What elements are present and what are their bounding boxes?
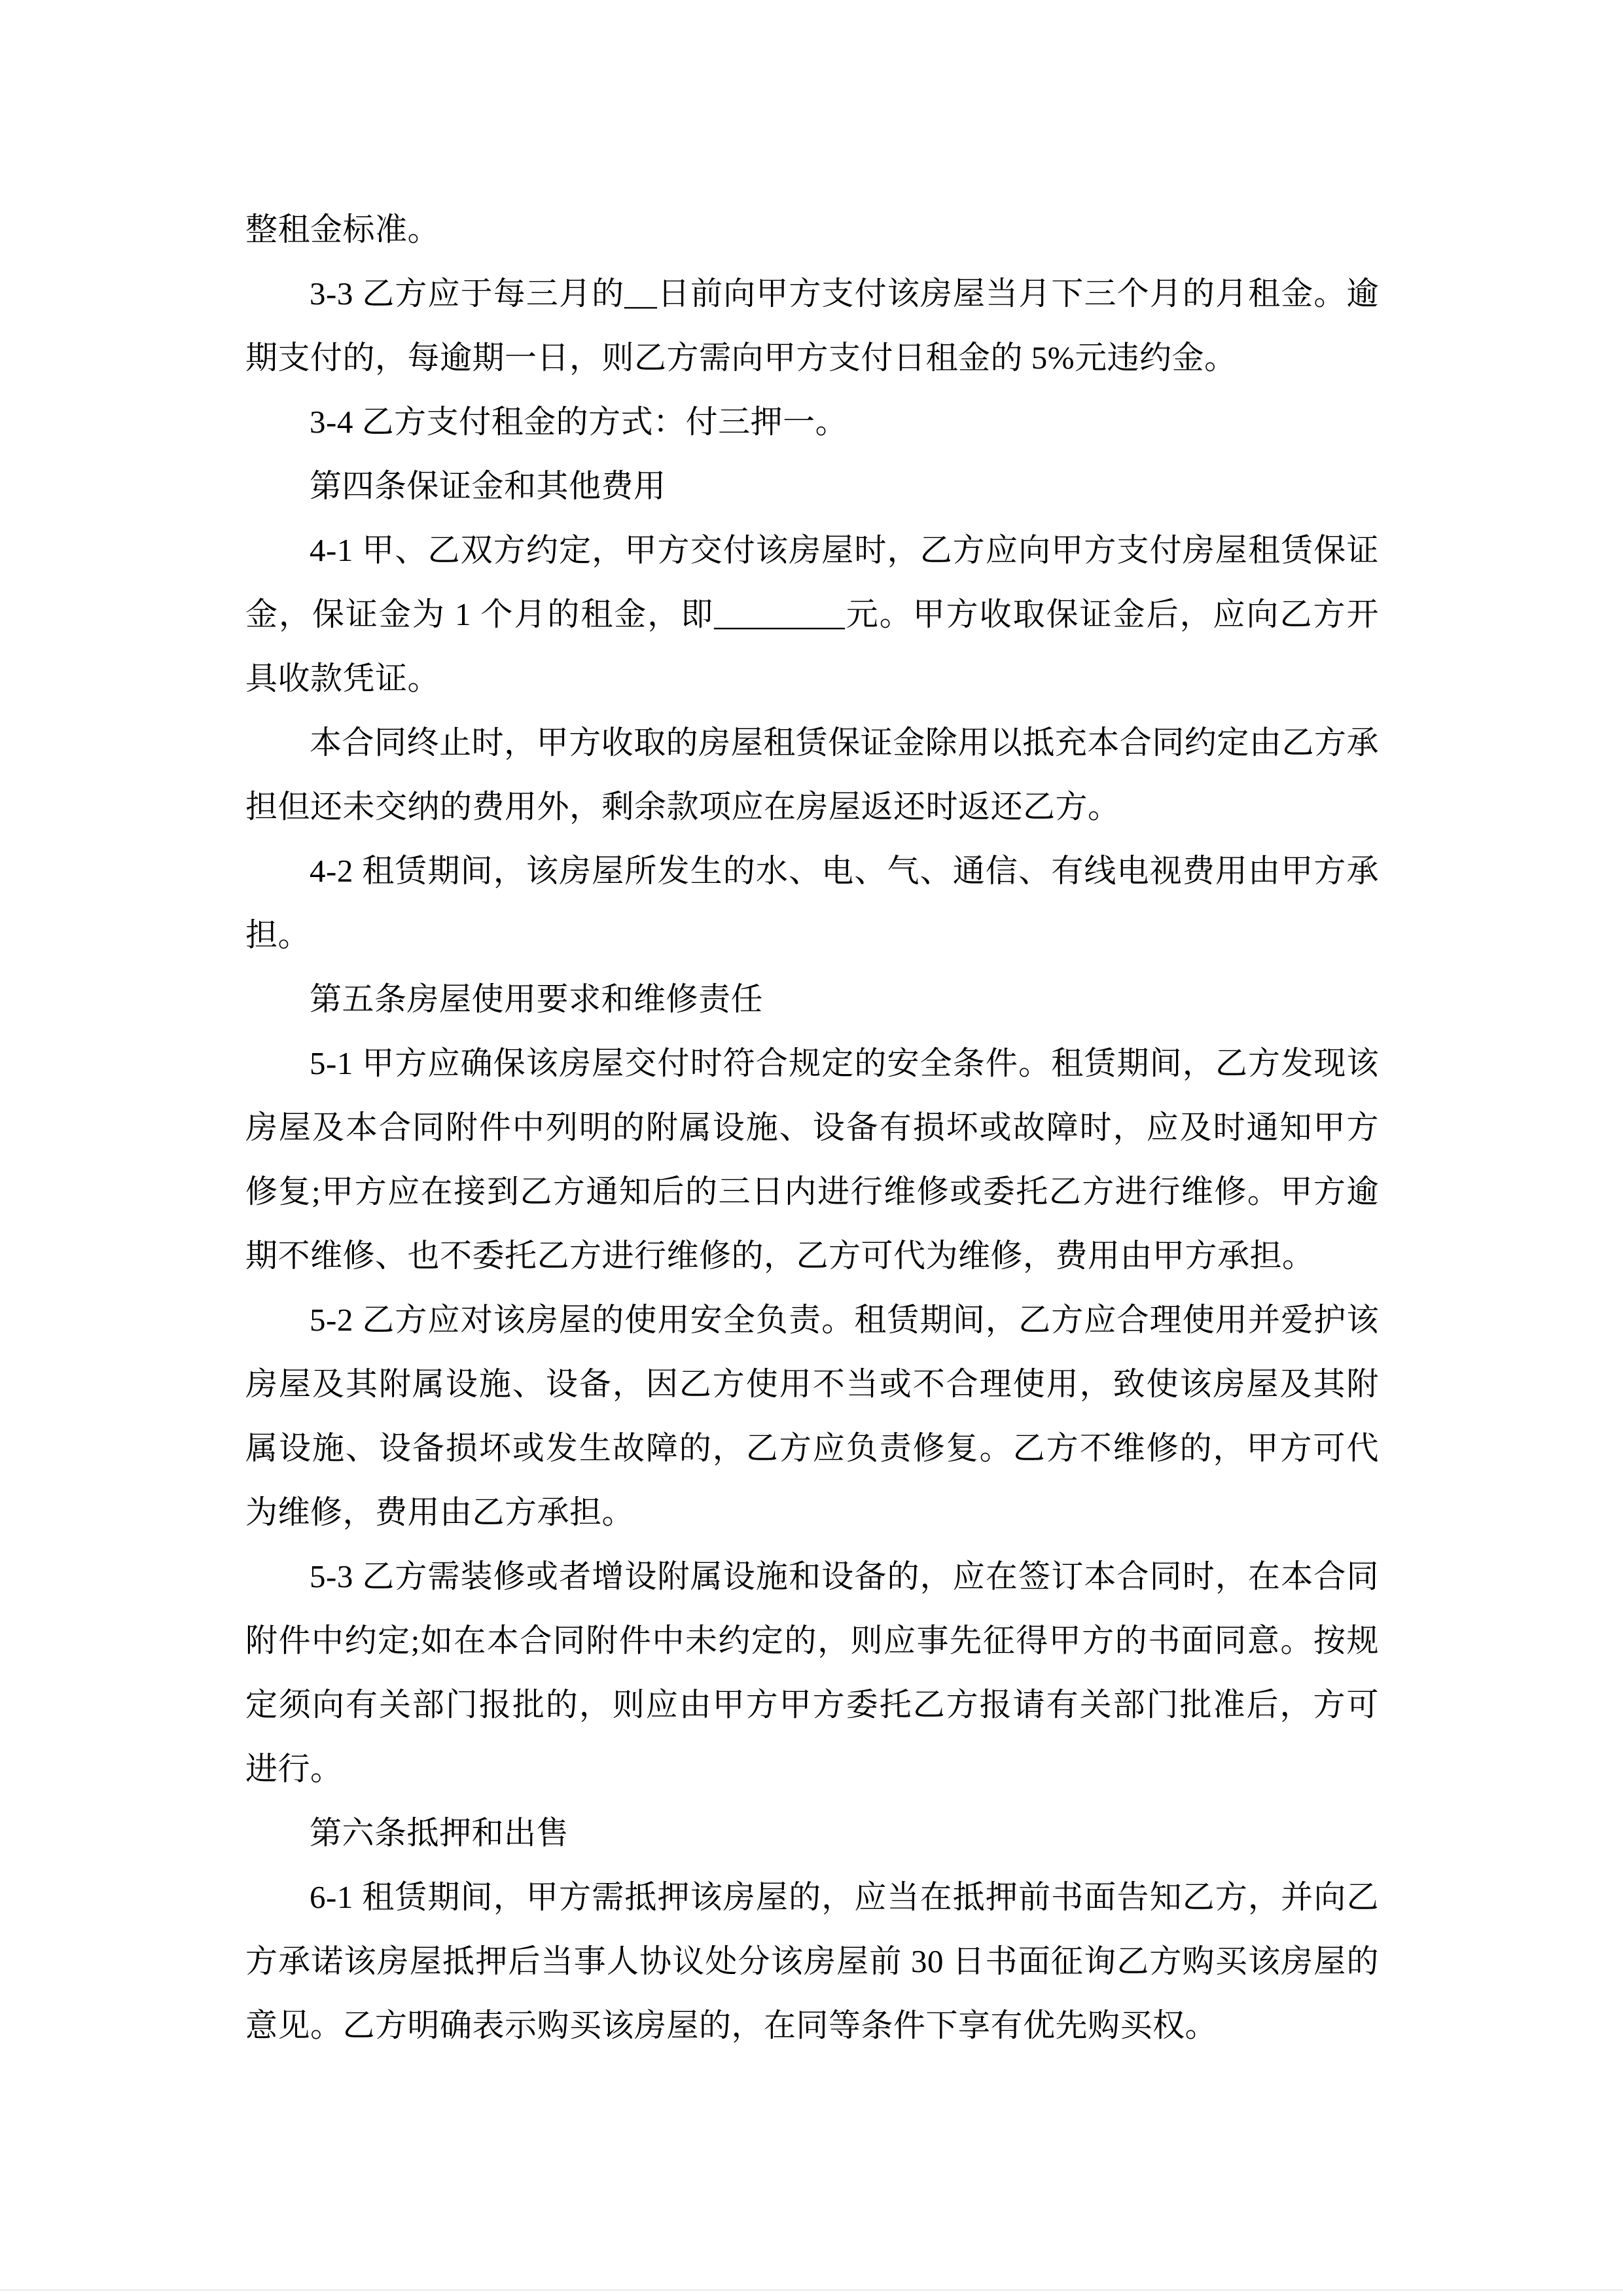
document-content <box>245 198 1379 2058</box>
paragraph: 5-2 乙方应对该房屋的使用安全负责。租赁期间，乙方应合理使用并爱护该房屋及其附属设施、设备，因乙方使用不当或不合理使用，致使该房屋及其附属设施、设备损坏或发生故障的，乙方应负责修复。乙方不维修的，甲方可代为维修，费用由乙方承担。 <box>245 1302 1379 1530</box>
paragraph: 4-1 甲、乙双方约定，甲方交付该房屋时，乙方应向甲方支付房屋租赁保证金，保证金为 1 个月的租金，即________元。甲方收取保证金后，应向乙方开具收款凭证。 <box>245 532 1379 696</box>
paragraph: 整租金标准。 <box>245 211 440 247</box>
section-heading: 第四条保证金和其他费用 <box>310 468 666 504</box>
paragraph: 3-4 乙方支付租金的方式：付三押一。 <box>310 404 848 440</box>
paragraph: 4-2 租赁期间，该房屋所发生的水、电、气、通信、有线电视费用由甲方承担。 <box>245 853 1379 953</box>
section-heading: 第五条房屋使用要求和维修责任 <box>310 981 764 1017</box>
paragraph: 5-1 甲方应确保该房屋交付时符合规定的安全条件。租赁期间，乙方发现该房屋及本合同附件中列明的附属设施、设备有损坏或故障时，应及时通知甲方修复;甲方应在接到乙方通知后的三日内进行维修或委托乙方进行维修。甲方逾期不维修、也不委托乙方进行维修的，乙方可代为维修，费用由甲方承担。 <box>245 1045 1379 1274</box>
paragraph: 3-3 乙方应于每三月的__日前向甲方支付该房屋当月下三个月的月租金。逾期支付的，每逾期一日，则乙方需向甲方支付日租金的 5%元违约金。 <box>245 276 1379 376</box>
paragraph: 本合同终止时，甲方收取的房屋租赁保证金除用以抵充本合同约定由乙方承担但还未交纳的费用外，剩余款项应在房屋返还时返还乙方。 <box>245 725 1379 825</box>
paragraph: 6-1 租赁期间，甲方需抵押该房屋的，应当在抵押前书面告知乙方，并向乙方承诺该房屋抵押后当事人协议处分该房屋前 30 日书面征询乙方购买该房屋的意见。乙方明确表示购买该房屋的，在同等条件下享有优先购买权。 <box>245 1879 1379 2043</box>
section-heading: 第六条抵押和出售 <box>310 1815 569 1851</box>
paragraph: 5-3 乙方需装修或者增设附属设施和设备的，应在签订本合同时，在本合同附件中约定;如在本合同附件中未约定的，则应事先征得甲方的书面同意。按规定须向有关部门报批的，则应由甲方甲方委托乙方报请有关部门批准后，方可进行。 <box>245 1558 1379 1787</box>
page-bottom-edge <box>0 2289 1623 2291</box>
